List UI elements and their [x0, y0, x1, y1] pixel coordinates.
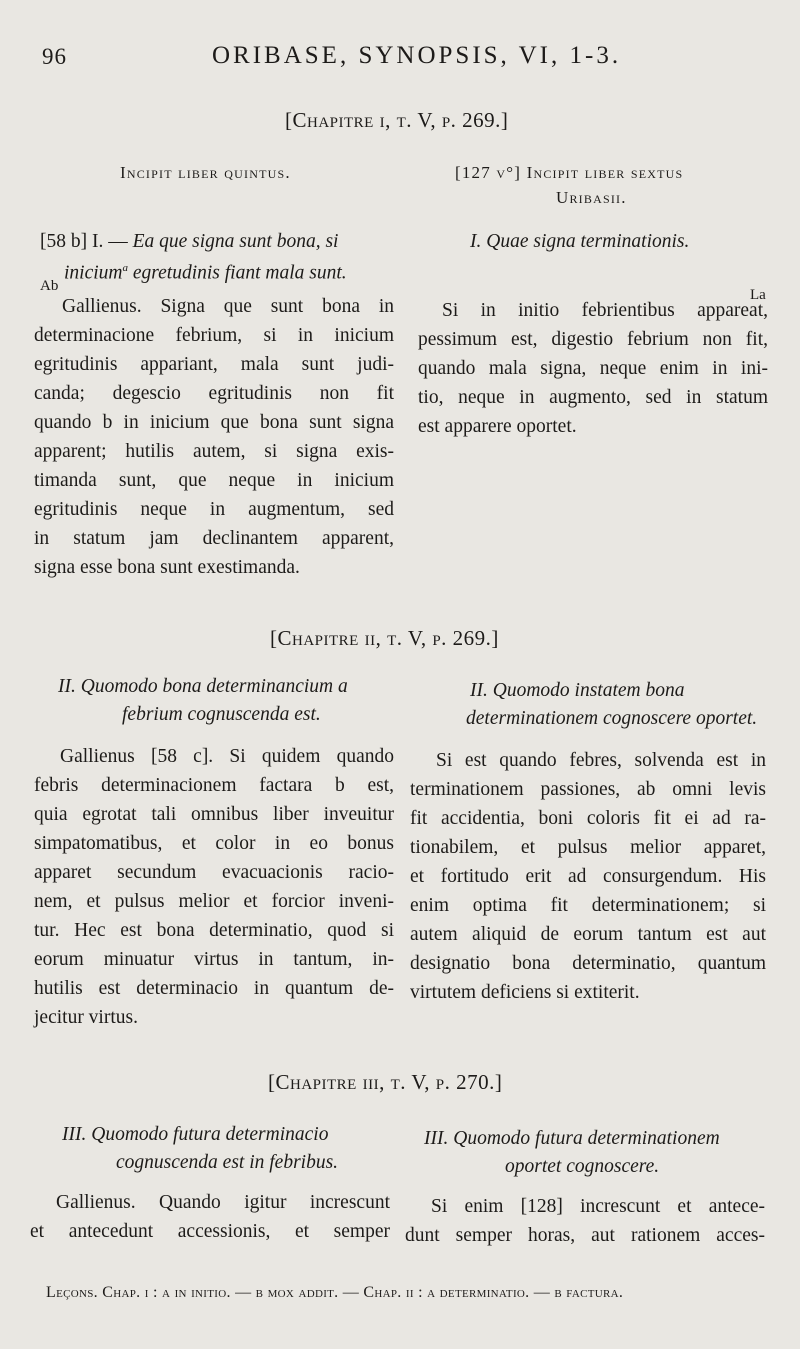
text-line: quia egrotat tali omnibus liber inveuitur — [34, 804, 394, 825]
footnote-marker-a: a — [122, 262, 128, 274]
text-line: Gallienus. Quando igitur increscunt — [56, 1192, 390, 1213]
text-line: signa esse bona sunt exestimanda. — [34, 557, 300, 578]
text-line: timanda sunt, que neque in inicium — [34, 470, 394, 491]
chapter-1-right-margin-note: La — [750, 287, 766, 303]
chapter-1-left-heading-rest: egretudinis fiant mala sunt. — [132, 262, 347, 284]
text-line: est apparere oportet. — [418, 416, 577, 437]
text-line: tio, neque in augmento, sed in statum — [418, 387, 768, 408]
text-line: tur. Hec est bona determinatio, quod si — [34, 920, 394, 941]
chapter-1-left-heading-text: Ea que signa sunt bona, si — [132, 231, 339, 252]
chapter-1-right-heading: I. Quae signa terminationis. — [470, 231, 690, 252]
text-line: dunt semper horas, aut rationem acces- — [405, 1225, 765, 1246]
text-line: canda; degescio egritudinis non fit — [34, 383, 394, 404]
text-line: apparet secundum evacuacionis racio- — [34, 862, 394, 883]
text-line: egritudinis appariant, mala sunt judi- — [34, 354, 394, 375]
text-line: fit accidentia, boni coloris fit ei ad ra- — [410, 808, 766, 829]
chapter-3-left-heading-2: cognuscenda est in febribus. — [116, 1152, 339, 1173]
chapter-3-heading: [Chapitre iii, t. V, p. 270.] — [268, 1070, 503, 1094]
chapter-1-right-title-1: [127 v°] Incipit liber sextus — [455, 163, 684, 182]
text-line: et antecedunt accessionis, et semper — [30, 1221, 390, 1242]
chapter-1-left-margin-note: Ab — [40, 278, 59, 294]
text-line: eorum minuatur virtus in tantum, in- — [34, 949, 394, 970]
chapter-2-left-heading-1: II. Quomodo bona determinancium a — [58, 676, 348, 697]
text-line: tionabilem, et pulsus melior apparet, — [410, 837, 766, 858]
chapter-2-right-heading-2: determinationem cognoscere oportet. — [466, 708, 758, 729]
text-line: Si est quando febres, solvenda est in — [436, 750, 766, 771]
text-line: in statum jam declinantem apparent, — [34, 528, 394, 549]
page-number: 96 — [42, 44, 67, 69]
text-line: pessimum est, digestio febrium non fit, — [418, 329, 768, 350]
chapter-3-right-heading-2: oportet cognoscere. — [505, 1156, 660, 1177]
chapter-3-left-heading-1: III. Quomodo futura determinacio — [62, 1124, 329, 1145]
chapter-1-left-ref: [58 b] I. — — [40, 231, 128, 252]
footnotes: Leçons. Chap. i : a in initio. — b mox addit. — Chap. ii : a determinatio. — b factura. — [46, 1284, 624, 1301]
chapter-2-left-column — [34, 742, 394, 1032]
text-line: quando mala signa, neque enim in ini- — [418, 358, 768, 379]
text-line: simpatomatibus, et color in eo bonus — [34, 833, 394, 854]
running-head-title: ORIBASE, SYNOPSIS, VI, 1-3. — [212, 42, 622, 69]
text-line: egritudinis neque in augmentum, sed — [34, 499, 394, 520]
chapter-1-left-heading-line-1 — [40, 227, 392, 256]
text-line: hutilis est determinacio in quantum de- — [34, 978, 394, 999]
text-line: nem, et pulsus melior et forcior inveni- — [34, 891, 394, 912]
chapter-3-right-heading-1: III. Quomodo futura determinationem — [424, 1128, 720, 1149]
chapter-2-right-column — [410, 746, 766, 1007]
chapter-2-heading: [Chapitre ii, t. V, p. 269.] — [270, 626, 499, 650]
text-line: quando b in inicium que bona sunt signa — [34, 412, 394, 433]
text-line: virtutem deficiens si extiterit. — [410, 982, 640, 1003]
chapter-1-left-heading-word: inicium — [64, 262, 123, 284]
chapter-2-right-heading-1: II. Quomodo instatem bona — [470, 680, 685, 701]
text-line: determinacione febrium, si in inicium — [34, 325, 394, 346]
chapter-3-right-column — [405, 1192, 765, 1250]
text-line: designatio bona determinatio, quantum — [410, 953, 766, 974]
chapter-2-left-heading-2: febrium cognuscenda est. — [122, 704, 321, 725]
text-line: autem aliquid de eorum tantum est aut — [410, 924, 766, 945]
text-line: Si enim [128] increscunt et antece- — [431, 1196, 765, 1217]
running-head — [0, 40, 800, 80]
chapter-1-left-heading-line-2 — [64, 254, 347, 283]
text-line: et fortitudo erit ad consurgendum. His — [410, 866, 766, 887]
text-line: Gallienus. Signa que sunt bona in — [62, 296, 394, 317]
text-line: Si in initio febrientibus appareat, — [442, 300, 768, 321]
text-line: jecitur virtus. — [34, 1007, 138, 1028]
chapter-3-left-column — [30, 1188, 390, 1246]
text-line: apparent; hutilis autem, si signa exis- — [34, 441, 394, 462]
text-line: enim optima fit determinationem; si — [410, 895, 766, 916]
chapter-1-right-title-2: Uribasii. — [556, 188, 627, 207]
chapter-1-left-title: Incipit liber quintus. — [120, 163, 291, 182]
chapter-1-heading: [Chapitre i, t. V, p. 269.] — [285, 108, 509, 132]
text-line: febris determinacionem factara b est, — [34, 775, 394, 796]
chapter-1-right-column — [418, 296, 768, 441]
text-line: Gallienus [58 c]. Si quidem quando — [60, 746, 394, 767]
text-line: terminationem passiones, ab omni levis — [410, 779, 766, 800]
chapter-1-left-column — [34, 292, 394, 582]
